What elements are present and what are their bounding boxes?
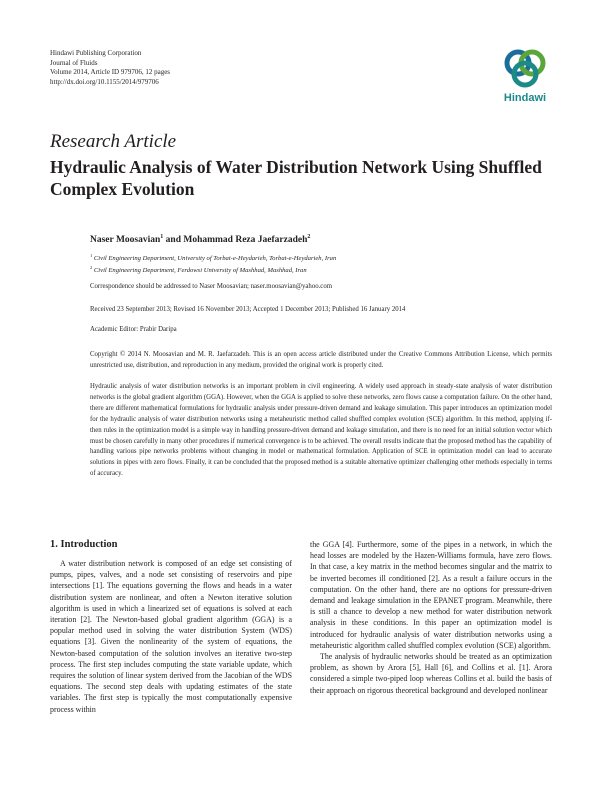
academic-editor: Academic Editor: Prabir Daripa <box>90 326 177 333</box>
hindawi-logo <box>498 47 552 107</box>
right-column <box>310 539 552 696</box>
hindawi-rings-icon <box>498 47 552 91</box>
author-sup: 2 <box>307 234 311 240</box>
correspondence: Correspondence should be addressed to Naser Moosavian; naser.moosavian@yahoo.com <box>90 283 333 290</box>
affiliation <box>90 253 336 262</box>
author-name: Naser Moosavian <box>90 235 161 246</box>
left-column <box>50 558 292 715</box>
author-name: Mohammad Reza Jaefarzadeh <box>183 235 308 246</box>
logo-text: Hindawi <box>503 92 547 104</box>
paragraph: the GGA [4]. Furthermore, some of the pipes in a network, in which the head losses are modeled by the Hazen-Williams formula, have zero flows. In that case, a key matrix in the method becomes singular and the matrix to be inverted becomes ill conditioned [2]. As a result a failure occurs in the computation. On the other hand, there are no options for pressure-driven demand and leakage simulation in the EPANET program. Meanwhile, there is still a chance to develop a new method for water distribution network analysis in these conditions. In this paper an optimization model is introduced for hydraulic analysis of water distribution networks using a metaheuristic algorithm called shuffled complex evolution (SCE) algorithm. <box>310 540 552 650</box>
author-list <box>90 234 310 245</box>
journal-name: Journal of Fluids <box>50 58 98 67</box>
affiliation-sup: 2 <box>90 265 93 270</box>
paragraph: A water distribution network is composed of an edge set consisting of pumps, pipes, valves, and a node set consisting of reservoirs and pipe intersections [1]. The equations governing the flows and heads in a water distribution system are nonlinear, and often a Newton iterative solution algorithm is used in which a linearized set of equations is solved at each iteration [2]. The Newton-based global gradient algorithm (GGA) is a popular method used in solving the water distribution System (WDS) equations [3]. Given the nonlinearity of the system of equations, the Newton-based computation of the solution involves an iterative two-step process. The first step includes computing the state variable update, which requires the solution of linear system derived from the Jacobian of the WDS equations. The second step deals with updating estimates of the state variables. The first step is typically the most computationally expensive process within <box>50 559 292 714</box>
article-dates: Received 23 September 2013; Revised 16 November 2013; Accepted 1 December 2013; Published 16 January 2014 <box>90 306 406 313</box>
affiliation <box>90 265 307 274</box>
paragraph: The analysis of hydraulic networks should be treated as an optimization problem, as shown by Arora [5], Hall [6], and Collins et al. [1]. Arora considered a simple two-piped loop whereas Collins et al. build the basis of their approach on rigorous theoretical background and developed nonlinear <box>310 652 552 695</box>
abstract: Hydraulic analysis of water distribution networks is an important problem in civil engineering. A widely used approach in steady-state analysis of water distribution networks is the global gradient algorithm (GGA). However, when the GGA is applied to solve these networks, zero flows cause a computation failure. On the other hand, there are different mathematical formulations for hydraulic analysis under pressure-driven demand and leakage simulation. This paper introduces an optimization model for the hydraulic analysis of water distribution networks using a metaheuristic method called shuffled complex evolution (SCE) algorithm. In this method, applying if-then rules in the optimization model is a simple way in handling pressure-driven demand and leakage simulation, and there is no need for an initial solution vector which must be chosen carefully in many other procedures if numerical convergence is to be achieved. The overall results indicate that the proposed method has the capability of handling various pipe networks problems without changing in model or mathematical formulation. Application of SCE in optimization model can lead to accurate solutions in pipes with zero flows. Finally, it can be concluded that the proposed method is a suitable alternative optimizer challenging other methods especially in terms of accuracy. <box>90 383 552 478</box>
affiliation-sup: 1 <box>90 253 93 258</box>
authors-joiner: and <box>165 235 181 246</box>
section-heading: 1. Introduction <box>50 539 118 550</box>
affiliation-text: Civil Engineering Department, Ferdowsi University of Mashhad, Mashhad, Iran <box>93 267 307 275</box>
doi-link[interactable]: http://dx.doi.org/10.1155/2014/979706 <box>50 77 159 86</box>
copyright-notice: Copyright © 2014 N. Moosavian and M. R. Jaefarzadeh. This is an open access article distributed under the Creative Commons Attribution License, which permits unrestricted use, distribution, and reproduction in any medium, provided the original work is properly cited. <box>90 351 552 369</box>
volume-info: Volume 2014, Article ID 979706, 12 pages <box>50 68 171 77</box>
article-type: Research Article <box>50 131 177 152</box>
journal-header <box>50 49 170 87</box>
article-title: Hydraulic Analysis of Water Distribution Network Using Shuffled Complex Evolution <box>50 157 542 199</box>
publisher: Hindawi Publishing Corporation <box>50 49 142 57</box>
affiliation-text: Civil Engineering Department, University of Torbat-e-Heydarieh, Torbat-e-Heydarieh, Iran <box>93 255 337 263</box>
author-sup: 1 <box>160 234 164 240</box>
